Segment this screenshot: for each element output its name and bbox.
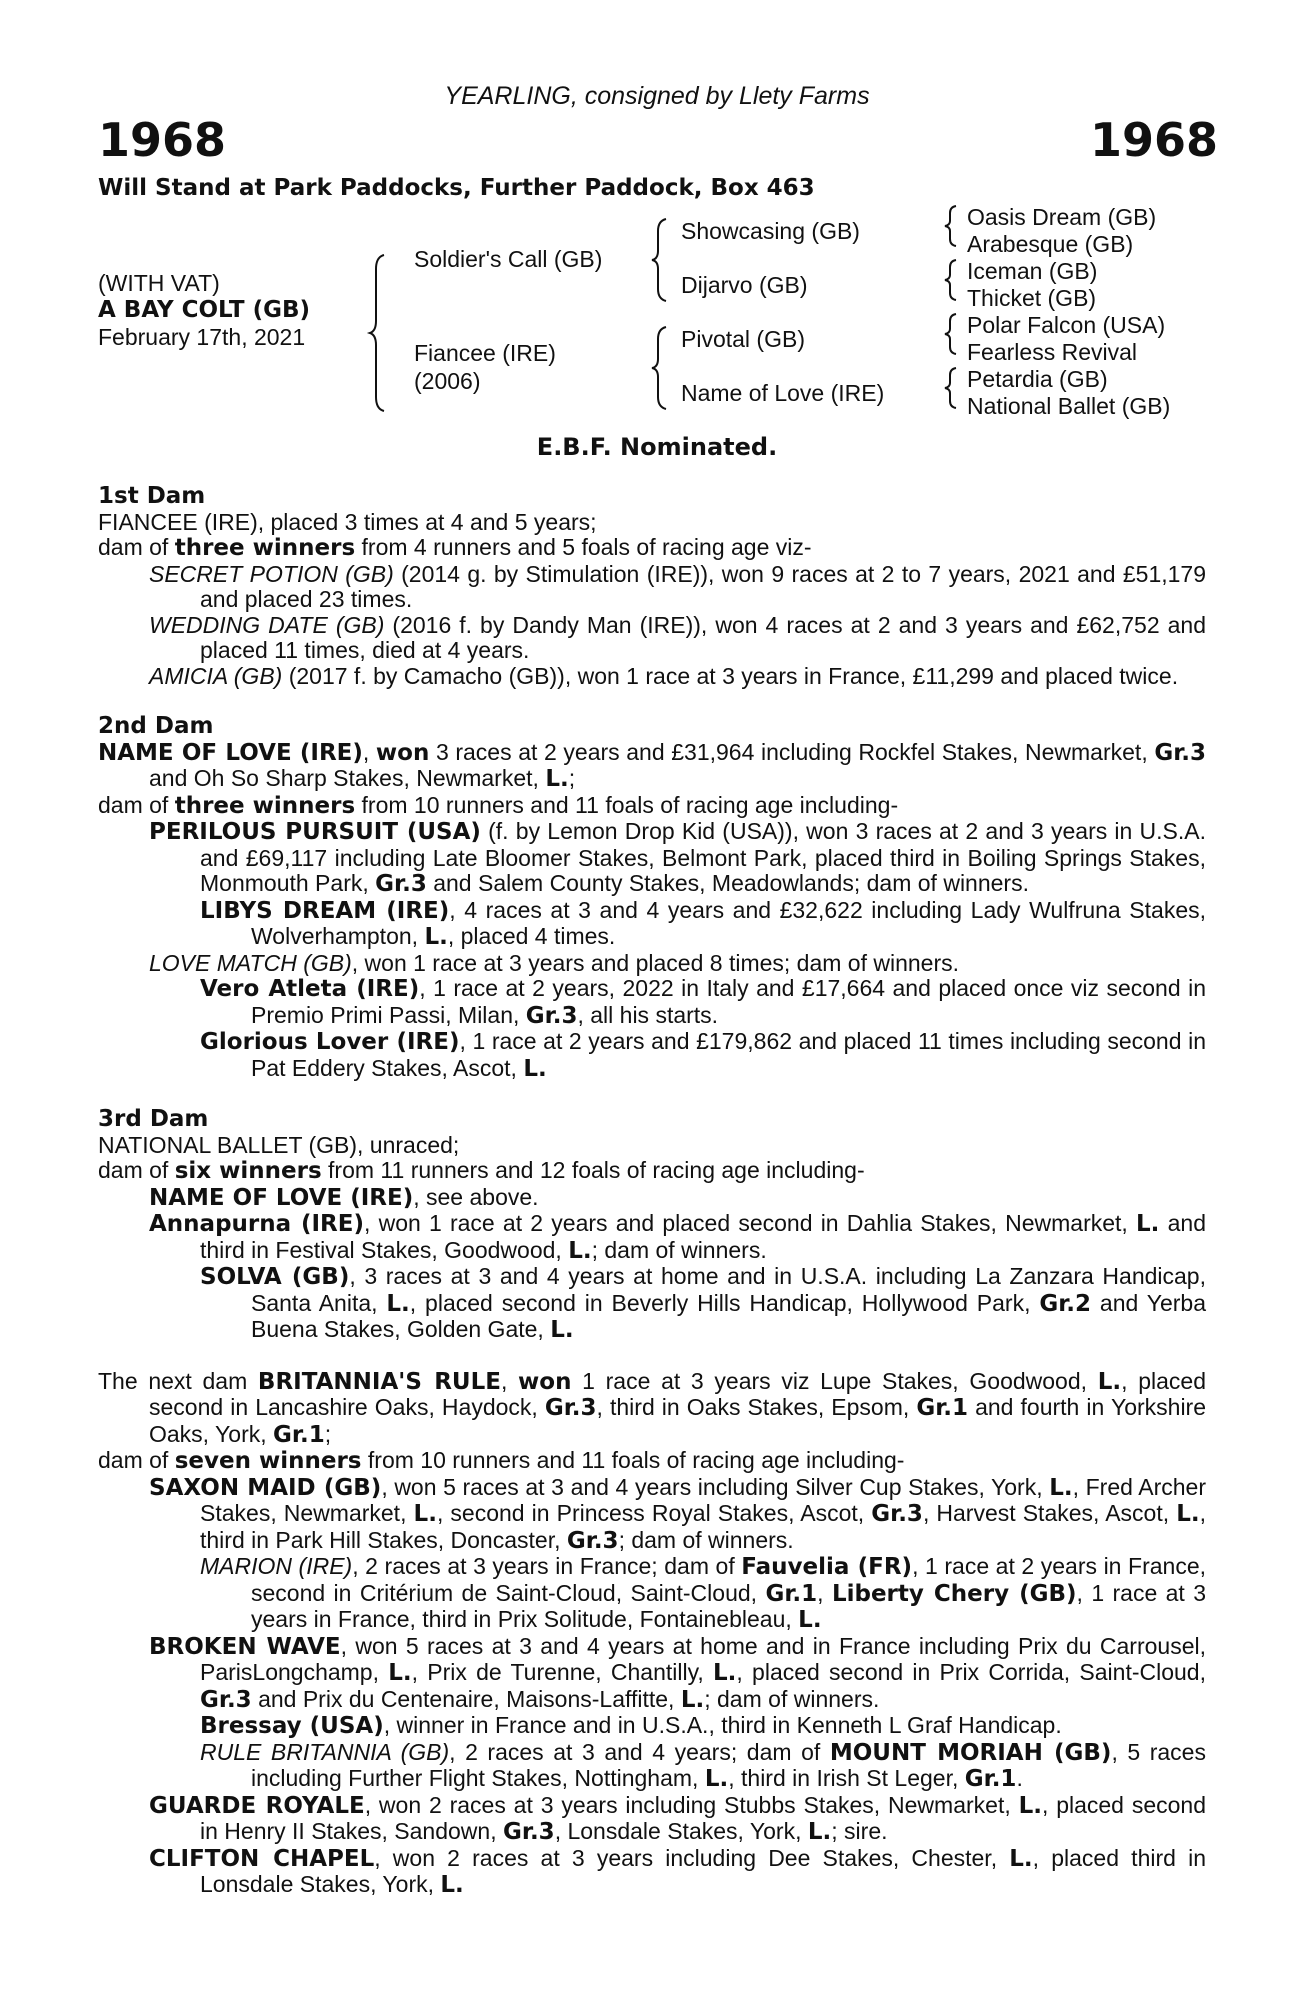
fourth-dam-foal-3: GUARDE ROYALE, won 2 races at 3 years including Stubbs Stakes, Newmarket, L., placed second in Henry II Stakes, Sandown, Gr.3, Lonsdale Stakes, York, L.; sire. (149, 1791, 1206, 1845)
pedigree-bracket-2a (654, 219, 674, 301)
pedigree-dam-sire: Pivotal (GB) (681, 326, 805, 352)
pedigree-g5: Polar Falcon (USA) (967, 312, 1166, 338)
fourth-dam-foal-2: BROKEN WAVE, won 5 races at 3 and 4 years at home and in France including Prix du Carrousel, ParisLongchamp, L., Prix de Turenne, Chantilly, L., placed second in Prix Corrida, Saint-Cloud, Gr.3 and Prix du Centenaire, Maisons-Laffitte, L.; dam of winners. (149, 1632, 1207, 1713)
stand-location: Will Stand at Park Paddocks, Further Paddock, Box 463 (98, 175, 815, 201)
pedigree-bracket-1 (372, 255, 392, 411)
fourth-dam-foal-1: SAXON MAID (GB), won 5 races at 3 and 4 years including Silver Cup Stakes, York, L., Fred Archer Stakes, Newmarket, L., second in Princess Royal Stakes, Ascot, Gr.3, Harvest Stakes, Ascot, L., third in Park Hill Stakes, Doncaster, Gr.3; dam of winners. (149, 1473, 1207, 1554)
lot-number-left: 1968 (98, 113, 227, 167)
first-dam-line: FIANCEE (IRE), placed 3 times at 4 and 5 years; (98, 508, 597, 535)
first-dam-foal-2: WEDDING DATE (GB) (2016 f. by Dandy Man (IRE)), won 4 races at 2 and 3 years and £62,752 and placed 11 times, died at 4 years. (149, 611, 1207, 663)
fourth-dam-grandfoal-1: MARION (IRE), 2 races at 3 years in France; dam of Fauvelia (FR), 1 race at 2 years in France, second in Critérium de Saint-Cloud, Saint-Cloud, Gr.1, Liberty Chery (GB), 1 race at 3 years in France, third in Prix Solitude, Fontainebleau, L. (200, 1553, 1207, 1633)
second-dam-grandfoal-2: Vero Atleta (IRE), 1 race at 2 years, 2022 in Italy and £17,664 and placed once viz second in Premio Primi Passi, Milan, Gr.3, all his starts. (200, 975, 1206, 1029)
second-dam-produce: dam of three winners from 10 runners and 11 foals of racing age including- (98, 791, 899, 819)
pedigree-sire-dam: Dijarvo (GB) (681, 272, 808, 298)
horse-name: A BAY COLT (GB) (98, 297, 311, 323)
third-dam-foal-2: Annapurna (IRE), won 1 race at 2 years and placed second in Dahlia Stakes, Newmarket, L. and third in Festival Stakes, Goodwood, L.; dam of winners. (149, 1210, 1207, 1264)
fourth-dam-produce: dam of seven winners from 10 runners and 11 foals of racing age including- (98, 1447, 905, 1474)
pedigree-bracket-2b (654, 327, 674, 409)
pedigree-bracket-3a (946, 206, 962, 246)
second-dam-line: NAME OF LOVE (IRE), won 3 races at 2 years and £31,964 including Rockfel Stakes, Newmarket, Gr.3 and Oh So Sharp Stakes, Newmarket, L.; (98, 738, 1207, 792)
pedigree-g6: Fearless Revival (967, 339, 1137, 365)
second-dam-foal-1: PERILOUS PURSUIT (USA) (f. by Lemon Drop Kid (USA)), won 3 races at 2 and 3 years in U.S.A. and £69,117 including Late Bloomer Stakes, Belmont Park, placed third in Boiling Springs Stakes, Monmouth Park, Gr.3 and Salem County Stakes, Meadowlands; dam of winners. (149, 818, 1207, 897)
pedigree-g7: Petardia (GB) (967, 366, 1108, 392)
catalogue-body (98, 484, 1206, 1899)
first-dam-produce: dam of three winners from 4 runners and 5 foals of racing age viz- (98, 534, 812, 561)
second-dam-grandfoal-1: LIBYS DREAM (IRE), 4 races at 3 and 4 years and £32,622 including Lady Wulfruna Stakes, Wolverhampton, L., placed 4 times. (200, 896, 1207, 950)
pedigree-dam-year: (2006) (414, 368, 481, 394)
third-dam-foal-1: NAME OF LOVE (IRE), see above. (149, 1183, 539, 1211)
fourth-dam-grandfoal-2: Bressay (USA), winner in France and in U.S.A., third in Kenneth L Graf Handicap. (200, 1712, 1062, 1739)
pedigree-g4: Thicket (GB) (967, 285, 1097, 311)
pedigree-bracket-3d (946, 368, 962, 408)
third-dam-line: NATIONAL BALLET (GB), unraced; (98, 1131, 460, 1158)
pedigree-sire: Soldier's Call (GB) (414, 246, 603, 272)
pedigree-bracket-3b (946, 260, 962, 300)
pedigree-g2: Arabesque (GB) (967, 231, 1134, 257)
second-dam-heading: 2nd Dam (98, 713, 214, 739)
first-dam-foal-1: SECRET POTION (GB) (2014 g. by Stimulation (IRE)), won 9 races at 2 to 7 years, 2021 and £51,179 and placed 23 times. (149, 560, 1206, 612)
pedigree-g3: Iceman (GB) (967, 258, 1098, 284)
pedigree-g8: National Ballet (GB) (967, 393, 1171, 419)
second-dam-foal-2: LOVE MATCH (GB), won 1 race at 3 years and placed 8 times; dam of winners. (149, 949, 960, 976)
lot-number-right: 1968 (1090, 113, 1219, 167)
third-dam-heading: 3rd Dam (98, 1106, 209, 1132)
pedigree-bracket-3c (946, 314, 962, 354)
fourth-dam-line: The next dam BRITANNIA'S RULE, won 1 race at 3 years viz Lupe Stakes, Goodwood, L., placed second in Lancashire Oaks, Haydock, Gr.3, third in Oaks Stakes, Epsom, Gr.1 and fourth in Yorkshire Oaks, York, Gr.1; (98, 1367, 1206, 1448)
second-dam-grandfoal-3: Glorious Lover (IRE), 1 race at 2 years and £179,862 and placed 11 times including second in Pat Eddery Stakes, Ascot, L. (200, 1028, 1206, 1082)
third-dam-produce: dam of six winners from 11 runners and 12 foals of racing age including- (98, 1157, 865, 1184)
fourth-dam-grandfoal-3: RULE BRITANNIA (GB), 2 races at 3 and 4 years; dam of MOUNT MORIAH (GB), 5 races including Further Flight Stakes, Nottingham, L., third in Irish St Leger, Gr.1. (200, 1738, 1206, 1792)
pedigree-dam: Fiancee (IRE) (414, 340, 556, 366)
third-dam-grandfoal-1: SOLVA (GB), 3 races at 3 and 4 years at home and in U.S.A. including La Zanzara Handicap, Santa Anita, L., placed second in Beverly Hills Handicap, Hollywood Park, Gr.2 and Yerba Buena Stakes, Golden Gate, L. (200, 1263, 1206, 1343)
pedigree-sire-sire: Showcasing (GB) (681, 218, 860, 244)
pedigree-g1: Oasis Dream (GB) (967, 204, 1157, 230)
first-dam-foal-3: AMICIA (GB) (2017 f. by Camacho (GB)), won 1 race at 3 years in France, £11,299 and placed twice. (149, 662, 1179, 689)
vat-note: (WITH VAT) (98, 270, 220, 296)
consignment-line: YEARLING, consigned by Llety Farms (444, 82, 870, 110)
pedigree-dam-dam: Name of Love (IRE) (681, 380, 885, 406)
fourth-dam-foal-4: CLIFTON CHAPEL, won 2 races at 3 years including Dee Stakes, Chester, L., placed third in Lonsdale Stakes, York, L. (149, 1844, 1206, 1898)
first-dam-heading: 1st Dam (98, 483, 206, 509)
foaling-date: February 17th, 2021 (98, 324, 306, 350)
ebf-nominated: E.B.F. Nominated. (536, 433, 778, 461)
